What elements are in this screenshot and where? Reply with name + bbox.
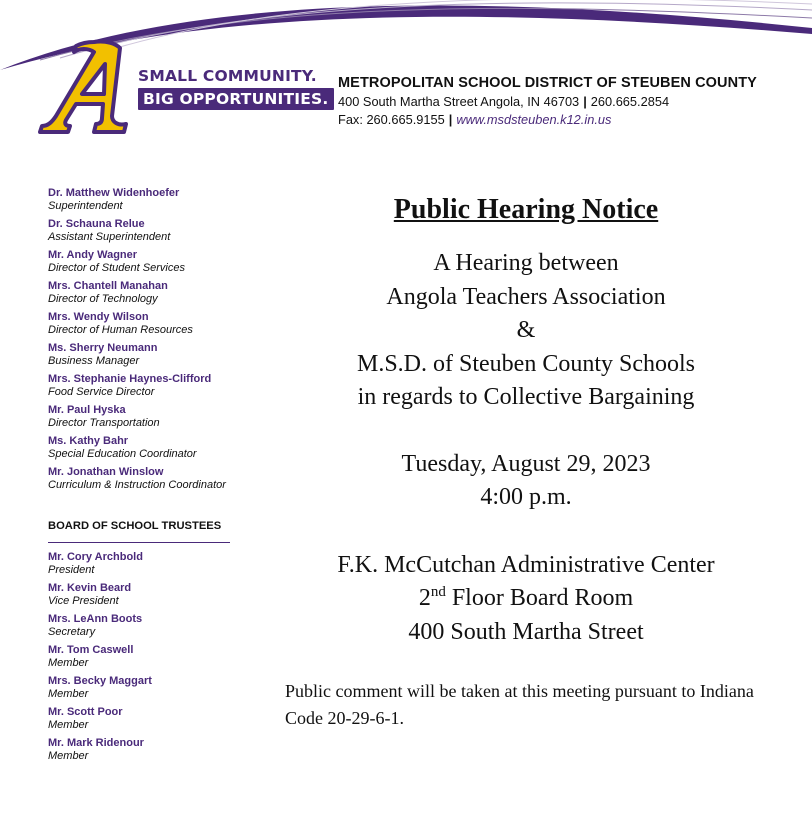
board-member-entry (48, 613, 248, 639)
staff-title: Assistant Superintendent (48, 231, 171, 243)
staff-title: Business Manager (48, 355, 140, 367)
staff-entry (48, 373, 248, 399)
staff-title: Superintendent (48, 200, 123, 212)
notice-body (270, 190, 782, 649)
district-phone: 260.665.2854 (590, 94, 670, 109)
hearing-line-4: M.S.D. of Steuben County Schools (356, 350, 695, 377)
hearing-time: 4:00 p.m. (480, 484, 572, 510)
staff-name: Ms. Kathy Bahr (48, 435, 129, 447)
tagline-big-opportunities: BIG OPPORTUNITIES. (138, 88, 334, 110)
school-a-logo-icon (36, 38, 136, 134)
board-member-title: Secretary (48, 626, 96, 638)
hearing-line-1: A Hearing between (433, 250, 619, 276)
staff-title: Director of Student Services (48, 262, 185, 274)
board-member-entry (48, 737, 248, 763)
staff-title: Director Transportation (48, 417, 160, 429)
hearing-date: Tuesday, August 29, 2023 (401, 450, 651, 477)
staff-name: Mr. Andy Wagner (48, 249, 138, 261)
board-member-entry (48, 582, 248, 608)
staff-entry (48, 466, 248, 492)
board-member-entry (48, 706, 248, 732)
hearing-line-5: in regards to Collective Bargaining (357, 384, 695, 410)
tagline-small-community: SMALL COMMUNITY. (138, 67, 317, 85)
staff-title: Special Education Coordinator (48, 448, 197, 460)
floor-room: Floor Board Room (445, 585, 634, 611)
staff-sidebar (48, 187, 248, 768)
floor-number: 2 (418, 585, 431, 611)
staff-entry (48, 435, 248, 461)
board-member-title: Member (48, 657, 89, 669)
hearing-parties (270, 247, 782, 415)
district-header (338, 75, 808, 127)
district-fax-line (338, 112, 808, 127)
board-member-name: Mr. Mark Ridenour (48, 737, 144, 749)
floor-suffix: nd (430, 584, 446, 600)
staff-entry (48, 404, 248, 430)
staff-title: Director of Human Resources (48, 324, 193, 336)
staff-entry (48, 280, 248, 306)
staff-title: Curriculum & Instruction Coordinator (48, 479, 226, 491)
staff-name: Dr. Schauna Relue (48, 218, 145, 230)
hearing-datetime (270, 448, 782, 515)
staff-title: Food Service Director (48, 386, 155, 398)
hearing-venue: F.K. McCutchan Administrative Center (337, 551, 715, 578)
board-member-entry (48, 644, 248, 670)
staff-list (48, 187, 248, 492)
board-member-name: Mr. Scott Poor (48, 706, 123, 718)
staff-name: Mrs. Wendy Wilson (48, 311, 149, 323)
hearing-location (270, 549, 782, 650)
board-member-title: President (48, 564, 95, 576)
staff-entry (48, 249, 248, 275)
board-member-title: Member (48, 719, 89, 731)
board-member-title: Vice President (48, 595, 119, 607)
staff-entry (48, 342, 248, 368)
board-heading: BOARD OF SCHOOL TRUSTEES (48, 520, 230, 543)
district-fax: Fax: 260.665.9155 (338, 112, 445, 127)
notice-title: Public Hearing Notice (393, 194, 659, 225)
board-member-name: Mr. Kevin Beard (48, 582, 132, 594)
board-member-title: Member (48, 750, 89, 762)
staff-name: Mrs. Chantell Manahan (48, 280, 168, 292)
hearing-line-2: Angola Teachers Association (386, 283, 666, 310)
staff-title: Director of Technology (48, 293, 158, 305)
hearing-line-3: & (516, 317, 536, 343)
board-member-entry (48, 551, 248, 577)
district-name: METROPOLITAN SCHOOL DISTRICT OF STEUBEN COUNTY (338, 75, 757, 91)
board-member-entry (48, 675, 248, 701)
hearing-street: 400 South Martha Street (408, 618, 644, 645)
district-address: 400 South Martha Street Angola, IN 46703 (338, 94, 580, 109)
board-member-name: Mr. Tom Caswell (48, 644, 134, 656)
staff-name: Mr. Jonathan Winslow (48, 466, 164, 478)
separator: | (583, 94, 587, 109)
board-member-name: Mrs. Becky Maggart (48, 675, 152, 687)
staff-name: Dr. Matthew Widenhoefer (48, 187, 180, 199)
staff-name: Mr. Paul Hyska (48, 404, 126, 416)
separator: | (448, 112, 453, 127)
board-member-name: Mr. Cory Archbold (48, 551, 143, 563)
board-member-name: Mrs. LeAnn Boots (48, 613, 143, 625)
staff-entry (48, 311, 248, 337)
staff-name: Mrs. Stephanie Haynes-Clifford (48, 373, 212, 385)
district-website-link[interactable]: www.msdsteuben.k12.in.us (456, 112, 612, 127)
staff-entry (48, 187, 248, 213)
staff-name: Ms. Sherry Neumann (48, 342, 158, 354)
district-address-line (338, 94, 808, 109)
staff-entry (48, 218, 248, 244)
hearing-room (270, 582, 782, 616)
public-comment-text: Public comment will be taken at this meeting pursuant to Indiana Code 20-29-6-1. (285, 681, 754, 728)
board-list (48, 551, 248, 763)
board-member-title: Member (48, 688, 89, 700)
